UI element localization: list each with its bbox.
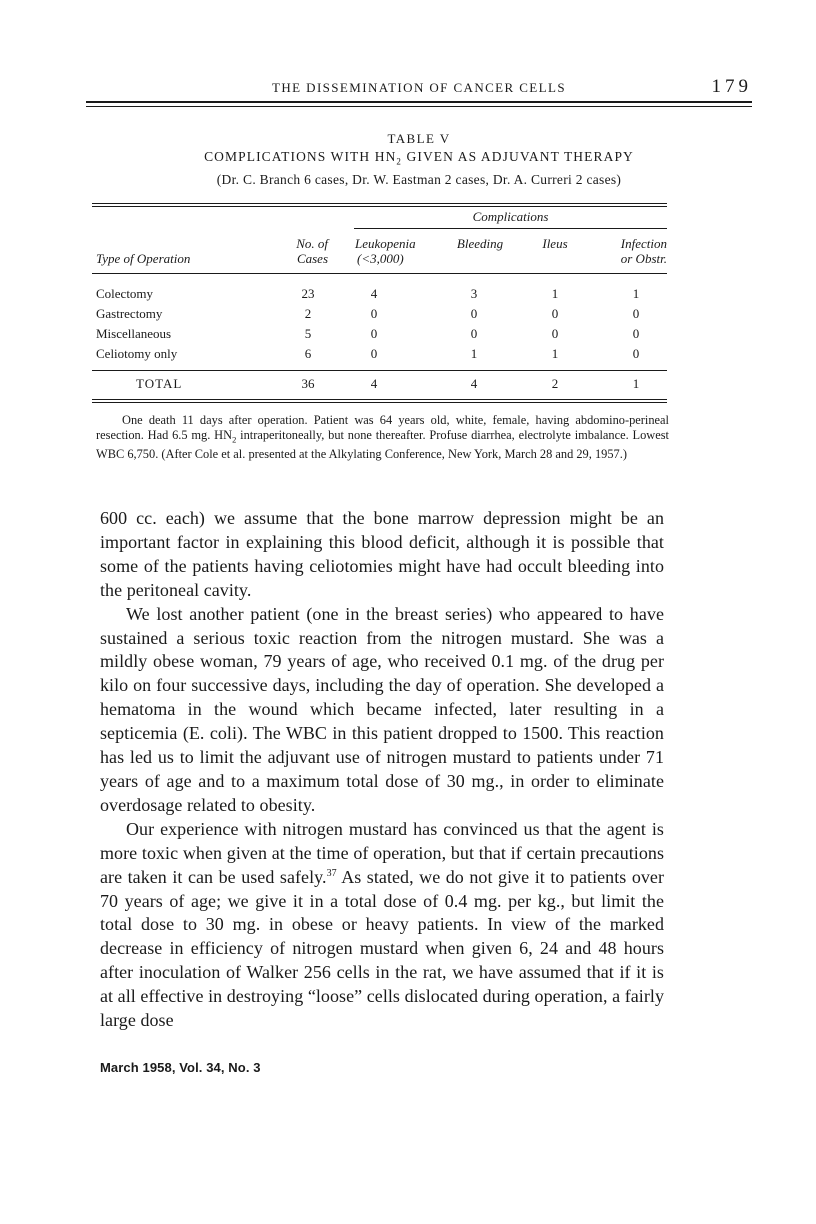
reference-37: 37 [326,867,337,879]
footnote-subscript: 2 [232,434,237,445]
row-cases: 23 [301,286,315,301]
row-operation: Celiotomy only [96,346,178,361]
table-header-rule [92,273,667,274]
total-ileus: 2 [551,376,559,391]
paragraph-3-post: As stated, we do not give it to patients over 70 years of age; we give it in a total dose of 0.4 mg. per kg., but limit the total dose to 30 mg. in obese or heavy patients. In view of the marked decrease in efficiency of nitrogen mustard when given 6, 24 and 48 hours after inoculation of Walker 256 cells in the rat, we have assumed that if it is at all effective in destroying “loose” cells dislocated during operation, a fairly large dose [100,866,665,1031]
table-heading [86,130,752,189]
table-bottom-rule [92,399,667,400]
row-ileus: 0 [551,326,559,341]
col-header-infection-line1: Infection [620,236,667,251]
col-header-cases-line1: No. of [296,236,328,251]
total-label: TOTAL [136,376,183,391]
row-ileus: 0 [551,306,559,321]
row-cases: 2 [304,306,312,321]
total-infection: 1 [632,376,640,391]
table-title [86,148,752,171]
complications-rule [354,228,667,229]
col-header-infection-line2: or Obstr. [620,251,667,266]
row-operation: Miscellaneous [96,326,172,341]
row-infection: 0 [632,306,640,321]
table-top-rule [92,203,667,204]
row-bleeding: 0 [470,306,478,321]
header-rule-thick [86,101,752,103]
running-head [86,78,752,100]
col-header-cases-line2: Cases [296,251,328,266]
col-header-leukopenia-line2: (<3,000) [357,251,404,266]
table-top-rule-2 [92,206,667,207]
paragraph-3 [100,818,664,1033]
col-header-bleeding: Bleeding [456,236,504,251]
total-bleeding: 4 [470,376,478,391]
table-bottom-rule-2 [92,402,667,403]
row-ileus: 1 [551,286,559,301]
row-infection: 0 [632,346,640,361]
row-leukopenia: 0 [370,306,378,321]
total-cases: 36 [301,376,315,391]
paragraph-2: We lost another patient (one in the breast series) who appeared to have sustained a serious toxic reaction from the nitrogen mustard. She was a mildly obese woman, 79 years of age, who received 0.1 mg. of the drug per kilo on four successive days, including the day of operation. She developed a hematoma in the wound which became infected, later resulting in a septicemia (E. coli). The WBC in this patient dropped to 1500. This reaction has led us to limit the adjuvant use of nitrogen mustard to patients under 71 years of age and to a maximum total dose of 30 mg., in order to eliminate overdosage related to obesity. [100,603,664,815]
col-header-ileus: Ileus [542,236,568,251]
row-bleeding: 0 [470,326,478,341]
row-leukopenia: 0 [370,326,378,341]
row-infection: 1 [632,286,640,301]
table-total-rule [92,370,667,371]
complications-spanner: Complications [472,209,549,224]
table-title-pre: COMPLICATIONS WITH HN [204,149,397,164]
row-leukopenia: 0 [370,346,378,361]
table-label: TABLE V [387,131,451,146]
table-source: (Dr. C. Branch 6 cases, Dr. W. Eastman 2 cases, Dr. A. Curreri 2 cases) [216,171,622,187]
body-text [100,507,664,1033]
row-ileus: 1 [551,346,559,361]
page-number: 179 [711,76,752,97]
total-leukopenia: 4 [370,376,378,391]
journal-citation: March 1958, Vol. 34, No. 3 [100,1060,261,1075]
row-cases: 6 [304,346,312,361]
paragraph-1: 600 cc. each) we assume that the bone marrow depression might be an important factor in explaining this blood deficit, although it is possible that some of the patients having celiotomies might have had occult bleeding into the peritoneal cavity. [100,508,664,600]
table-title-post: GIVEN AS ADJUVANT THERAPY [402,149,634,164]
col-header-leukopenia-line1: Leukopenia [355,236,416,251]
row-bleeding: 3 [470,286,478,301]
row-leukopenia: 4 [370,286,378,301]
row-bleeding: 1 [470,346,478,361]
footnote-post: intraperitoneally, but none thereafter. Profuse diarrhea, electrolyte imbalance. Lowest WBC 6,750. (After Cole et al. presented at the Alkylating Conference, New York, March 28 and 29, 1957.) [96,428,670,462]
row-cases: 5 [304,326,312,341]
table-title-subscript: 2 [396,156,403,167]
col-header-type-of-operation: Type of Operation [96,251,191,266]
row-infection: 0 [632,326,640,341]
running-title: THE DISSEMINATION OF CANCER CELLS [272,80,566,95]
paragraph-3-pre: Our experience with nitrogen mustard has convinced us that the agent is more toxic when given at the time of operation, but that if certain precautions are taken it can be used safely. [100,818,664,887]
header-rule-thin [86,106,752,107]
row-operation: Colectomy [96,286,154,301]
table-footnote [96,413,669,462]
row-operation: Gastrectomy [96,306,163,321]
footnote-pre: One death 11 days after operation. Patient was 64 years old, white, female, having abdomino-perineal resection. Had 6.5 mg. HN [96,413,669,442]
